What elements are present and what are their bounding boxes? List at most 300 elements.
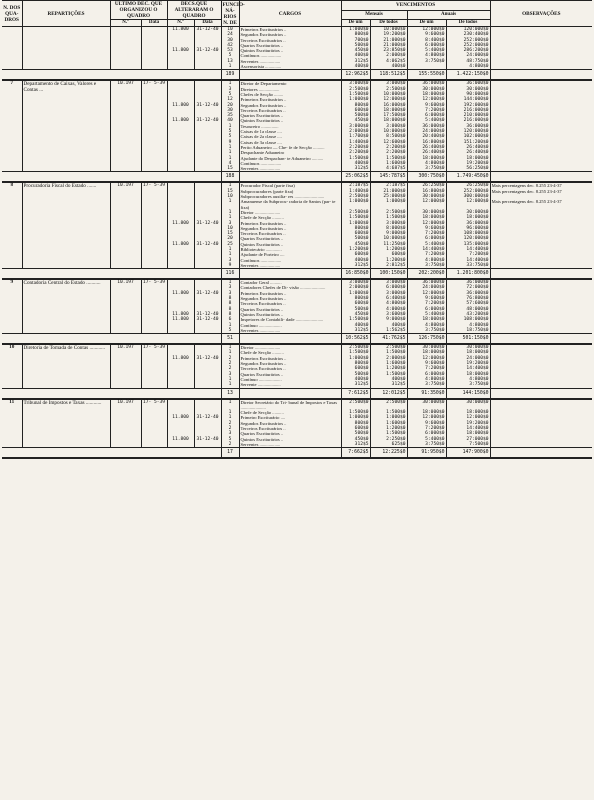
anual-de-todos: 230:400$0 [446, 32, 490, 37]
mensal-de-todos: 17:500$0 [370, 113, 407, 118]
anual-de-todos: 108:000$0 [446, 317, 490, 322]
cargo-name: Terceiros Escriturários .. [239, 108, 341, 113]
anual-de-todos: 192:000$0 [446, 103, 490, 108]
mensal-de-um: 1:500$0 [341, 215, 370, 220]
mensal-de-um: 400$0 [341, 323, 370, 328]
total-obs-spacer [490, 448, 592, 459]
num-funcionarios: 1 [221, 150, 239, 155]
mensal-de-todos: 1:200$0 [370, 426, 407, 431]
cargo-name: Quartos Escriturários .. [239, 236, 341, 241]
col-ud-no: N.º [110, 20, 141, 27]
cargo-name: Serventes .................. [239, 328, 341, 334]
cargo-name: Ajudante do Despachan- te Aduaneiro .......... [239, 156, 341, 161]
anual-de-um: 6:000$0 [407, 307, 446, 312]
cargo-name: Contínuos .................. [239, 161, 341, 166]
cargo-name: Quintos Escriturários .. [239, 437, 341, 442]
cargo-name: Contadores Chefes de Di- visão ...................... [239, 285, 341, 290]
num-funcionarios: 1 [221, 215, 239, 220]
mensal-de-um: 312$5 [341, 442, 370, 448]
anual-de-um: 14:400$0 [407, 247, 446, 252]
mensal-de-todos: 10:000$0 [370, 92, 407, 97]
total-anual-de-um: 91:350$0 [407, 388, 446, 399]
num-funcionarios: 2 [221, 366, 239, 371]
anual-de-todos: 26:250$0 [446, 182, 490, 188]
anual-de-todos: 216:000$0 [446, 108, 490, 113]
total-cargo-spacer [239, 70, 341, 81]
anual-de-um: 3:750$0 [407, 166, 446, 172]
alteracao-dec-data: 31-12-40 [194, 48, 221, 53]
mensal-de-todos: 3:000$0 [370, 221, 407, 226]
anual-de-um: 7:200$0 [407, 108, 446, 113]
alteracao-dec-data: 31-12-40 [194, 415, 221, 420]
mensal-de-todos: 12:000$0 [370, 97, 407, 102]
department-name [22, 27, 110, 70]
num-funcionarios: 30 [221, 108, 239, 113]
cargo-name: Despachante Aduaneiro [239, 150, 341, 155]
total-anual-de-todos: 1.749:450$0 [446, 172, 490, 183]
cargo-name: Subprocuradores auxilia- res .......................... [239, 194, 341, 199]
cargo-name: Diretor Secretário do Tri- bunal de Impostos e Taxas ...................... [239, 399, 341, 411]
mensal-de-um: 2:200$0 [341, 150, 370, 155]
cargo-name: Serventes .................. [239, 263, 341, 269]
section-total-row [2, 70, 592, 81]
mensal-de-todos: 2:812$5 [370, 263, 407, 269]
anual-de-um: 9:600$0 [407, 361, 446, 366]
ultimo-dec-data: 17- 5-39 [142, 81, 166, 87]
total-mensal-de-todos: 41:762$5 [370, 334, 407, 345]
anual-de-todos: 252:000$0 [446, 189, 490, 194]
mensal-de-um: 1:000$0 [341, 356, 370, 361]
anual-de-um: 4:800$0 [407, 53, 446, 58]
anual-de-todos: 18:000$0 [446, 350, 490, 355]
num-funcionarios: 10 [221, 226, 239, 231]
mensal-de-um: 2:500$0 [341, 194, 370, 199]
num-funcionarios: 1 [221, 182, 239, 188]
anual-de-um: 26:400$0 [407, 150, 446, 155]
num-funcionarios: 3 [221, 221, 239, 226]
alteracao-dec-no: 11.800 [167, 103, 194, 108]
alteracao-dec-data: 31-12-40 [194, 437, 221, 442]
mensal-de-todos: 2:187$5 [370, 182, 407, 188]
mensal-de-um: 600$0 [341, 366, 370, 371]
anual-de-um: 6:000$0 [407, 113, 446, 118]
anual-de-um: 4:800$0 [407, 258, 446, 263]
num-funcionarios: 1 [221, 415, 239, 420]
anual-de-todos: 36:000$0 [446, 279, 490, 285]
num-funcionarios: 1 [221, 350, 239, 355]
cargo-name: Segundos Escriturários .. [239, 103, 341, 108]
anual-de-todos: 36:000$0 [446, 124, 490, 129]
num-funcionarios: 1 [221, 252, 239, 257]
observacao [490, 399, 592, 411]
num-funcionarios: 1 [221, 279, 239, 285]
mensal-de-todos: 1:600$0 [370, 421, 407, 426]
num-funcionarios: 2 [221, 442, 239, 448]
num-funcionarios: 30 [221, 38, 239, 43]
num-funcionarios: 10 [221, 194, 239, 199]
anual-de-um: 30:000$0 [407, 194, 446, 199]
mensal-de-todos: 2:500$0 [370, 399, 407, 411]
total-mensal-de-todos: 100:150$0 [370, 269, 407, 280]
num-funcionarios: 5 [221, 328, 239, 334]
num-funcionarios: 12 [221, 97, 239, 102]
mensal-de-um: 1:000$0 [341, 291, 370, 296]
anual-de-todos: 30:000$0 [446, 87, 490, 92]
cargo-name: Contínuo .................... [239, 377, 341, 382]
anual-de-todos: 18:000$0 [446, 156, 490, 161]
section-number: 7 [10, 80, 14, 87]
num-funcionarios: 42 [221, 43, 239, 48]
anual-de-um: 7:200$0 [407, 252, 446, 257]
mensal-de-todos: 1:500$0 [370, 410, 407, 415]
anual-de-um: 6:000$0 [407, 43, 446, 48]
total-spacer [2, 448, 221, 459]
mensal-de-todos: 625$0 [370, 442, 407, 448]
anual-de-um: 9:600$0 [407, 421, 446, 426]
alteracao-dec-data [194, 199, 221, 210]
anual-de-todos: 252:000$0 [446, 43, 490, 48]
num-funcionarios: 2 [221, 361, 239, 366]
anual-de-todos: 24:000$0 [446, 356, 490, 361]
anual-de-um: 7:200$0 [407, 301, 446, 306]
num-funcionarios: 15 [221, 166, 239, 172]
anual-de-um: 16:800$0 [407, 189, 446, 194]
mensal-de-um: 400$0 [341, 64, 370, 70]
total-mensal-de-todos: 118:512$5 [370, 70, 407, 81]
anual-de-um: 18:000$0 [407, 156, 446, 161]
cargo-name: Inspetores de Contabili- dade ........................ [239, 317, 341, 322]
total-spacer [2, 388, 221, 399]
cargo-name: Segundos Escriturários .. [239, 421, 341, 426]
mensal-de-todos: 4:000$0 [370, 307, 407, 312]
mensal-de-todos: 600$0 [370, 252, 407, 257]
cargo-name: Terceiros Escriturários .. [239, 301, 341, 306]
mensal-de-um: 1:500$0 [341, 317, 370, 322]
anual-de-um: 16:800$0 [407, 140, 446, 145]
anual-de-um: 7:200$0 [407, 231, 446, 236]
total-funcionarios: 13 [221, 388, 239, 399]
num-funcionarios: 2 [221, 426, 239, 431]
mensal-de-um: 2:000$0 [341, 129, 370, 134]
anual-de-um: 4:800$0 [407, 161, 446, 166]
mensal-de-todos: 11:250$0 [370, 242, 407, 247]
mensal-de-um: 500$0 [341, 113, 370, 118]
total-anual-de-todos: 144:150$0 [446, 388, 490, 399]
anual-de-um: 5:400$0 [407, 48, 446, 53]
mensal-de-um: 400$0 [341, 258, 370, 263]
total-cargo-spacer [239, 269, 341, 280]
num-funcionarios: 1 [221, 344, 239, 350]
department-name: Contadoria Central do Estado ........... [22, 279, 110, 333]
col-mensais: Mensais [341, 10, 407, 20]
num-funcionarios: 40 [221, 118, 239, 123]
cargo-name: Ajudante de Porteiro .... [239, 252, 341, 257]
cargo-name: Quartos Escriturários .. [239, 113, 341, 118]
mensal-de-um: 400$0 [341, 53, 370, 58]
total-funcionarios: 116 [221, 269, 239, 280]
anual-de-todos: 120:000$0 [446, 27, 490, 33]
anual-de-todos: 4:800$0 [446, 377, 490, 382]
num-funcionarios: 1 [221, 124, 239, 129]
cargo-name: Quartos Escriturários .. [239, 431, 341, 436]
mensal-de-um: 1:000$0 [341, 27, 370, 33]
cargo-name: Caixas de 1a classe .... [239, 129, 341, 134]
anual-de-um: 12:000$0 [407, 415, 446, 420]
cargo-name: Servente .................... [239, 382, 341, 388]
mensal-de-todos: 1:500$0 [370, 350, 407, 355]
mensal-de-todos: 23:850$0 [370, 48, 407, 53]
alteracao-dec-data: 31-12-40 [194, 103, 221, 108]
alteracao-dec-data: 31-12-40 [194, 242, 221, 247]
cargo-name: Segundos Escriturários .. [239, 226, 341, 231]
table-body [2, 27, 592, 459]
total-anual-de-todos: 1.201:800$0 [446, 269, 490, 280]
cargo-name: Contador Geral .......... [239, 279, 341, 285]
anual-de-todos: 216:000$0 [446, 118, 490, 123]
total-anual-de-todos: 147:900$0 [446, 448, 490, 459]
section-total-row [2, 334, 592, 345]
num-funcionarios: 20 [221, 236, 239, 241]
alteracao-dec-no: 11.800 [167, 317, 194, 322]
col-vencimentos: VENCIMENTOS [341, 1, 490, 11]
total-mensal-de-um: 12:962$5 [341, 70, 370, 81]
anual-de-todos: 72:000$0 [446, 285, 490, 290]
total-anual-de-todos: 501:150$0 [446, 334, 490, 345]
anual-de-um: 18:000$0 [407, 317, 446, 322]
anual-de-todos: 48:750$0 [446, 59, 490, 64]
alteracao-dec-data: 31-12-40 [194, 27, 221, 33]
col-funcionarios: FUNCIO- NÁ- RIOS N. DE [222, 1, 245, 26]
mensal-de-todos: 2:200$0 [370, 145, 407, 150]
section-number: 9 [10, 279, 14, 286]
anual-de-um: 12:000$0 [407, 291, 446, 296]
cargo-name: Contínuo .................... [239, 323, 341, 328]
num-funcionarios: 1 [221, 145, 239, 150]
ultimo-dec-data: 17- 5-39 [142, 183, 166, 189]
num-funcionarios: 10 [221, 27, 239, 33]
cargo-name: Quintos Escriturários .. [239, 312, 341, 317]
ultimo-dec-data [141, 199, 167, 210]
mensal-de-todos: 6:400$0 [370, 296, 407, 301]
total-anual-de-um: 126:750$0 [407, 334, 446, 345]
cargo-name: Diretores .................. [239, 87, 341, 92]
observacao: Mais percentagens dec. 8.255 23-4-37 [490, 189, 592, 194]
total-mensal-de-um: 25:062$5 [341, 172, 370, 183]
mensal-de-todos: 4:687$5 [370, 166, 407, 172]
anual-de-um: 36:000$0 [407, 80, 446, 86]
anual-de-um: 9:600$0 [407, 32, 446, 37]
mensal-de-um: 1:000$0 [341, 97, 370, 102]
mensal-de-todos: 25:000$0 [370, 194, 407, 199]
ultimo-dec-data: 17- 5-39 [142, 280, 166, 286]
anual-de-todos: 12:000$0 [446, 199, 490, 210]
num-funcionarios: 4 [221, 161, 239, 166]
mensal-de-todos: 2:000$0 [370, 356, 407, 361]
total-obs-spacer [490, 70, 592, 81]
total-mensal-de-um: 16:850$0 [341, 269, 370, 280]
mensal-de-um: 2:187$5 [341, 182, 370, 188]
num-funcionarios: 5 [221, 53, 239, 58]
mensal-de-um: 450$0 [341, 242, 370, 247]
alteracao-dec-no [167, 199, 194, 210]
total-anual-de-um: 91:950$0 [407, 448, 446, 459]
mensal-de-um: 450$0 [341, 437, 370, 442]
total-obs-spacer [490, 172, 592, 183]
anual-de-um: 18:000$0 [407, 92, 446, 97]
anual-de-todos: 57:600$0 [446, 301, 490, 306]
observacao: Mais percentagens dec. 8.255 23-4-37 [490, 182, 592, 188]
anual-de-todos: 18:000$0 [446, 372, 490, 377]
anual-de-todos: 286:200$0 [446, 48, 490, 53]
cargo-name: Segundos Escriturários .. [239, 32, 341, 37]
col-da-no: N.º [167, 20, 194, 27]
mensal-de-um: 800$0 [341, 226, 370, 231]
ultimo-dec-data: 17- 5-39 [141, 399, 167, 411]
total-mensal-de-um: 7:662$5 [341, 448, 370, 459]
anual-de-todos: 135:000$0 [446, 242, 490, 247]
anual-de-todos: 33:750$0 [446, 263, 490, 269]
anual-de-todos: 19:200$0 [446, 161, 490, 166]
num-funcionarios: 3 [221, 258, 239, 263]
mensal-de-um: 500$0 [341, 43, 370, 48]
department-name: Departamento de Caixas, Valores e Contas ... [22, 80, 110, 172]
anual-de-um: 9:600$0 [407, 296, 446, 301]
cargo-name: Chefes de Secção ........ [239, 92, 341, 97]
anual-de-todos: 14:400$0 [446, 426, 490, 431]
mensal-de-um: 3:000$0 [341, 124, 370, 129]
anual-de-todos: 19:200$0 [446, 421, 490, 426]
mensal-de-um: 1:500$0 [341, 156, 370, 161]
cargo-name: Quintos Escriturários .. [239, 242, 341, 247]
anual-de-um: 3:750$0 [407, 263, 446, 269]
mensal-de-todos: 21:000$0 [370, 38, 407, 43]
mensal-de-um: 3:000$0 [341, 80, 370, 86]
mensal-de-um: 1:400$0 [341, 140, 370, 145]
total-funcionarios: 17 [221, 448, 239, 459]
mensal-de-todos: 10:000$0 [370, 129, 407, 134]
ultimo-dec-no: 10.197 [110, 182, 141, 188]
mensal-de-todos: 1:562$5 [370, 328, 407, 334]
total-mensal-de-um: 7:612$5 [341, 388, 370, 399]
anual-de-todos: 26:400$0 [446, 150, 490, 155]
cargo-name: Quintos Escriturários .. [239, 48, 341, 53]
mensal-de-todos: 21:000$0 [370, 43, 407, 48]
alteracao-dec-no: 11.800 [167, 48, 194, 53]
ultimo-dec-no [110, 199, 141, 210]
total-mensal-de-todos: 145:787$5 [370, 172, 407, 183]
mensal-de-todos: 21:000$0 [370, 189, 407, 194]
cargo-name: Terceiros Escriturários .. [239, 231, 341, 236]
total-cargo-spacer [239, 172, 341, 183]
anual-de-um: 5:400$0 [407, 242, 446, 247]
mensal-de-um: 3:000$0 [341, 279, 370, 285]
anual-de-todos: 30:000$0 [446, 399, 490, 411]
num-funcionarios: 9 [221, 263, 239, 269]
cargo-name: Primeiros Escriturários .. [239, 356, 341, 361]
cargo-name: Contínuos .................. [239, 258, 341, 263]
mensal-de-um: 800$0 [341, 296, 370, 301]
mensal-de-todos: 8:500$0 [370, 134, 407, 139]
cargo-name: Terceiros Escriturários .. [239, 366, 341, 371]
col-ultimo-dec: ULTIMO DEC. QUE ORGANIZOU O QUADRO [110, 1, 167, 20]
num-funcionarios: 5 [221, 134, 239, 139]
anual-de-um: 12:000$0 [407, 97, 446, 102]
anual-de-todos: 4:800$0 [446, 323, 490, 328]
alteracao-dec-data: 31-12-40 [194, 118, 221, 123]
num-funcionarios: 1 [221, 80, 239, 86]
mensal-de-todos: 1:500$0 [370, 372, 407, 377]
cargo-name: Subprocuradores (parte fixa) [239, 189, 341, 194]
anual-de-um: 30:000$0 [407, 87, 446, 92]
anual-de-todos: 26:400$0 [446, 145, 490, 150]
anual-de-um: 3:750$0 [407, 382, 446, 388]
mensal-de-um: 600$0 [341, 231, 370, 236]
anual-de-um: 9:600$0 [407, 226, 446, 231]
observacao: Mais percentagens dec. 8.255 23-4-37 [490, 199, 592, 210]
mensal-de-um: 1:000$0 [341, 221, 370, 226]
num-funcionarios: 3 [221, 372, 239, 377]
section-total-row [2, 172, 592, 183]
col-anual-de-um: De um [407, 20, 446, 27]
cargo-name: Tesoureiro ............... [239, 124, 341, 129]
mensal-de-um: 450$0 [341, 48, 370, 53]
cargo-name: Quartos Escriturários .. [239, 43, 341, 48]
col-mensal-de-todos: De todos [370, 20, 407, 27]
section-number [2, 27, 22, 70]
anual-de-um: 5:400$0 [407, 118, 446, 123]
mensal-de-todos: 16:000$0 [370, 103, 407, 108]
mensal-de-um: 500$0 [341, 431, 370, 436]
mensal-de-um: 800$0 [341, 32, 370, 37]
anual-de-um: 8:400$0 [407, 38, 446, 43]
mensal-de-um: 2:200$0 [341, 145, 370, 150]
mensal-de-todos: 400$0 [370, 64, 407, 70]
num-funcionarios: 8 [221, 312, 239, 317]
personnel-table [2, 0, 592, 459]
section-number: 11 [9, 398, 15, 405]
section-total-row [2, 269, 592, 280]
anual-de-um: 12:000$0 [407, 199, 446, 210]
alteracao-dec-no [167, 399, 194, 411]
total-funcionarios: 51 [221, 334, 239, 345]
anual-de-um: 7:200$0 [407, 426, 446, 431]
mensal-de-todos: 400$0 [370, 323, 407, 328]
ultimo-dec-no: 10.197 [110, 399, 141, 411]
anual-de-todos: 27:000$0 [446, 437, 490, 442]
cargo-name: Segundos Escriturários .. [239, 296, 341, 301]
cargo-name: Segundos Escriturários .. [239, 361, 341, 366]
ultimo-dec-data: 17- 5-39 [142, 345, 166, 351]
mensal-de-todos: 12:600$0 [370, 140, 407, 145]
num-funcionarios: 20 [221, 103, 239, 108]
mensal-de-um: 600$0 [341, 108, 370, 113]
anual-de-todos: 300:000$0 [446, 194, 490, 199]
mensal-de-um: 500$0 [341, 236, 370, 241]
num-funcionarios: 8 [221, 301, 239, 306]
num-funcionarios: 1 [221, 399, 239, 411]
anual-de-um: 24:000$0 [407, 129, 446, 134]
mensal-de-um: 600$0 [341, 426, 370, 431]
cargo-name: Diretor ...................... [239, 344, 341, 350]
anual-de-um: 36:000$0 [407, 279, 446, 285]
cargo-name: Primeiros Escriturários .. [239, 221, 341, 226]
num-funcionarios: 1 [221, 156, 239, 161]
mensal-de-um: 600$0 [341, 252, 370, 257]
mensal-de-um: 600$0 [341, 301, 370, 306]
mensal-de-um: 312$5 [341, 263, 370, 269]
num-funcionarios: 5 [221, 437, 239, 442]
cargo-name: Contínuos .................. [239, 53, 341, 58]
